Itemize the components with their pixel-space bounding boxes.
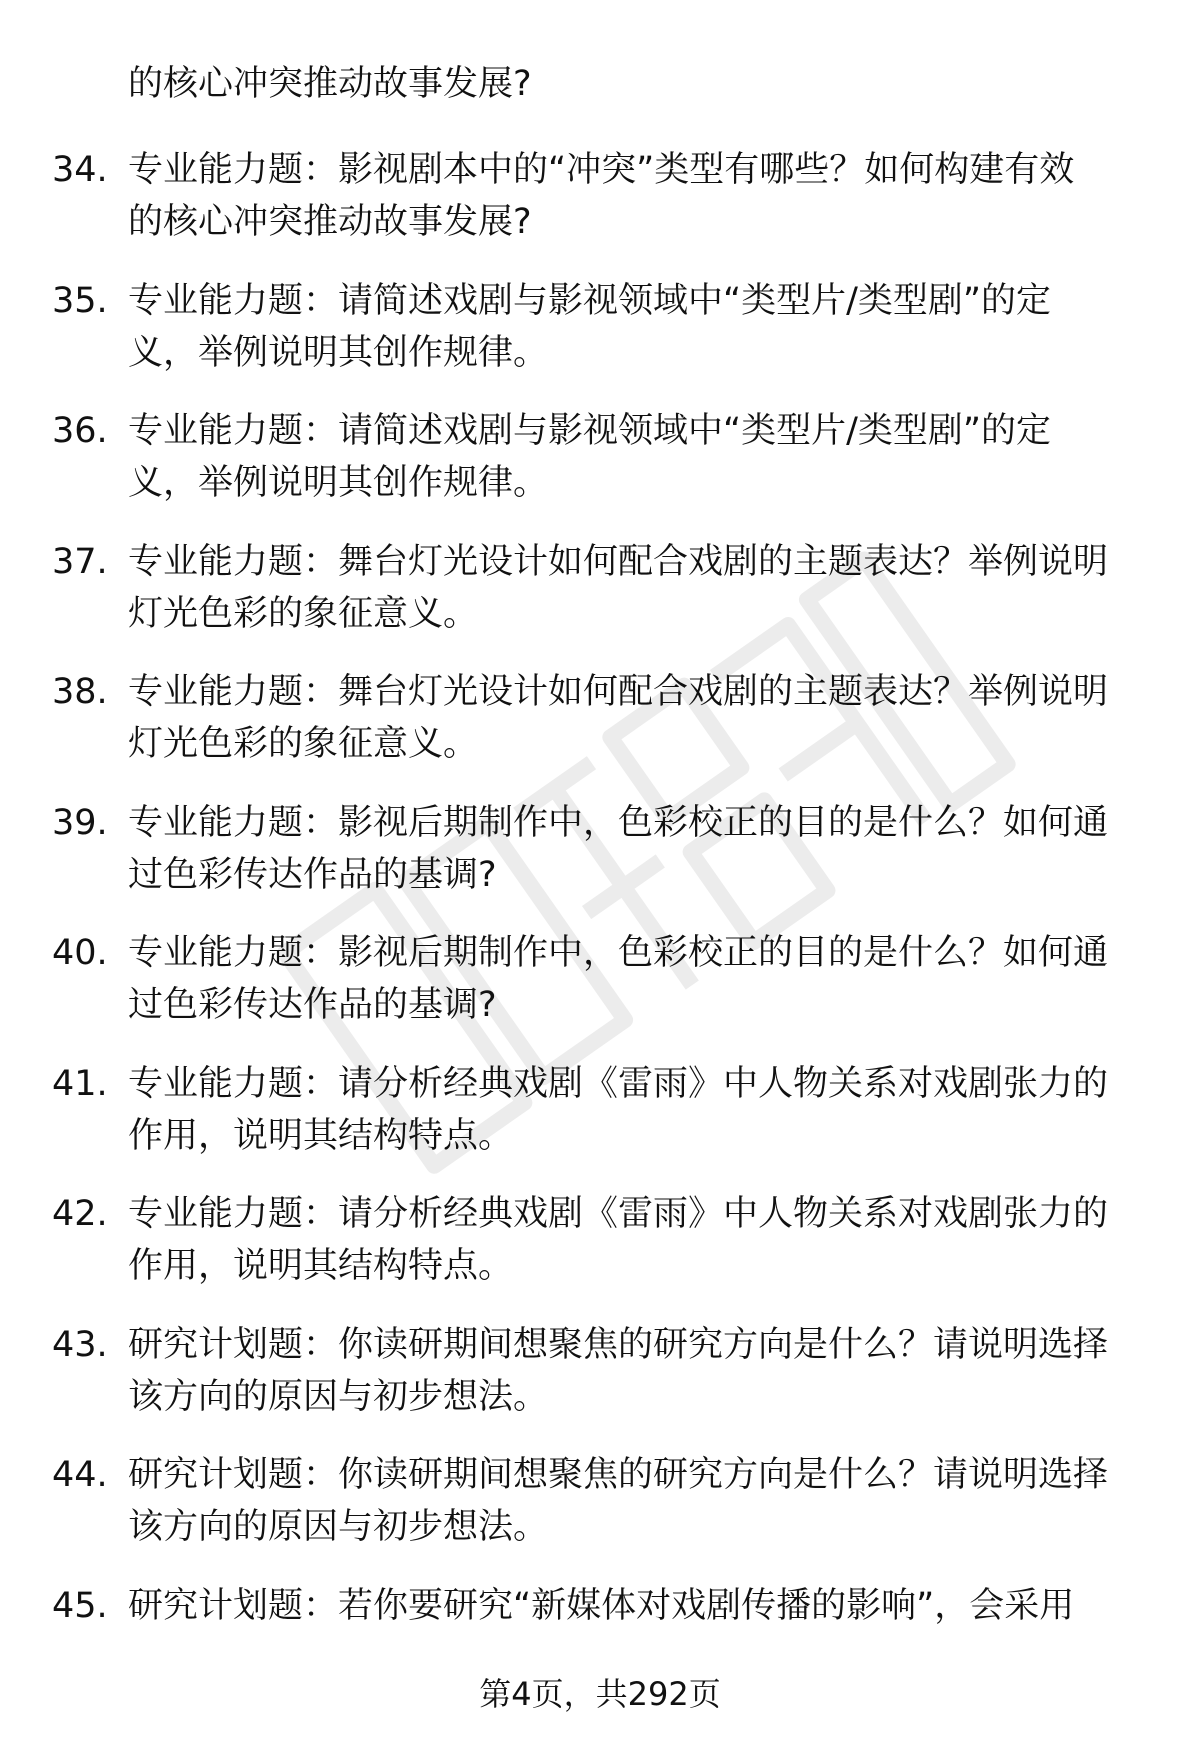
question-item bbox=[0, 1184, 1200, 1315]
question-item bbox=[0, 1054, 1200, 1185]
question-number: 36. bbox=[52, 411, 108, 451]
question-text-line: 该方向的原因与初步想法。 bbox=[128, 1507, 549, 1547]
question-text-line: 专业能力题：舞台灯光设计如何配合戏剧的主题表达？举例说明 bbox=[128, 541, 1109, 582]
question-text-line: 灯光色彩的象征意义。 bbox=[128, 593, 479, 634]
question-text-line: 研究计划题：你读研期间想聚焦的研究方向是什么？请说明选择 bbox=[128, 1455, 1109, 1495]
question-item bbox=[0, 1315, 1200, 1446]
question-list bbox=[0, 140, 1200, 1706]
question-text bbox=[128, 666, 1138, 770]
question-text-line: 专业能力题：影视后期制作中，色彩校正的目的是什么？如何通 bbox=[128, 933, 1109, 973]
question-text-line: 专业能力题：请简述戏剧与影视领域中“类型片/类型剧”的定 bbox=[128, 280, 1052, 321]
question-item bbox=[0, 1445, 1200, 1576]
question-item bbox=[0, 662, 1200, 793]
question-number: 42. bbox=[52, 1194, 108, 1234]
question-text-line: 专业能力题：请简述戏剧与影视领域中“类型片/类型剧”的定 bbox=[128, 411, 1052, 451]
question-text bbox=[128, 1580, 1138, 1632]
question-text bbox=[128, 405, 1138, 509]
question-text-line: 作用，说明其结构特点。 bbox=[128, 1246, 514, 1286]
question-number: 35. bbox=[52, 280, 108, 321]
question-text bbox=[128, 1058, 1138, 1162]
question-item bbox=[0, 532, 1200, 663]
question-number: 34. bbox=[52, 150, 108, 190]
question-number: 38. bbox=[52, 672, 108, 712]
question-number: 39. bbox=[52, 802, 108, 843]
question-text bbox=[128, 144, 1138, 248]
question-number: 40. bbox=[52, 933, 108, 973]
carry-over-line: 的核心冲突推动故事发展? bbox=[128, 64, 532, 104]
question-text-line: 义，举例说明其创作规律。 bbox=[128, 463, 549, 503]
question-number: 45. bbox=[52, 1585, 108, 1626]
question-text-line: 该方向的原因与初步想法。 bbox=[128, 1376, 549, 1417]
question-text-line: 专业能力题：影视剧本中的“冲突”类型有哪些？如何构建有效 bbox=[128, 150, 1075, 190]
question-number: 43. bbox=[52, 1324, 108, 1365]
question-number: 37. bbox=[52, 541, 108, 582]
question-text-line: 的核心冲突推动故事发展? bbox=[128, 202, 532, 242]
question-text bbox=[128, 927, 1138, 1031]
question-number: 44. bbox=[52, 1455, 108, 1495]
question-text bbox=[128, 1449, 1138, 1553]
question-text-line: 义，举例说明其创作规律。 bbox=[128, 332, 549, 373]
page-number-footer: 第4页，共292页 bbox=[479, 1675, 721, 1713]
question-text-line: 灯光色彩的象征意义。 bbox=[128, 724, 479, 764]
question-item bbox=[0, 401, 1200, 532]
question-item bbox=[0, 793, 1200, 924]
question-text-line: 专业能力题：请分析经典戏剧《雷雨》中人物关系对戏剧张力的 bbox=[128, 1063, 1109, 1104]
question-text-line: 过色彩传达作品的基调? bbox=[128, 985, 497, 1025]
question-text bbox=[128, 797, 1138, 901]
question-text bbox=[128, 275, 1138, 379]
question-text-line: 专业能力题：请分析经典戏剧《雷雨》中人物关系对戏剧张力的 bbox=[128, 1194, 1109, 1234]
question-item bbox=[0, 923, 1200, 1054]
question-text-line: 作用，说明其结构特点。 bbox=[128, 1115, 514, 1156]
question-item bbox=[0, 271, 1200, 402]
question-text-line: 研究计划题：若你要研究“新媒体对戏剧传播的影响”，会采用 bbox=[128, 1585, 1075, 1626]
question-text-line: 专业能力题：影视后期制作中，色彩校正的目的是什么？如何通 bbox=[128, 802, 1109, 843]
question-text bbox=[128, 1188, 1138, 1292]
question-text-line: 专业能力题：舞台灯光设计如何配合戏剧的主题表达？举例说明 bbox=[128, 672, 1109, 712]
question-text bbox=[128, 536, 1138, 640]
question-text-line: 研究计划题：你读研期间想聚焦的研究方向是什么？请说明选择 bbox=[128, 1324, 1109, 1365]
question-text-line: 过色彩传达作品的基调? bbox=[128, 854, 497, 895]
question-number: 41. bbox=[52, 1063, 108, 1104]
question-item bbox=[0, 140, 1200, 271]
question-text bbox=[128, 1319, 1138, 1423]
